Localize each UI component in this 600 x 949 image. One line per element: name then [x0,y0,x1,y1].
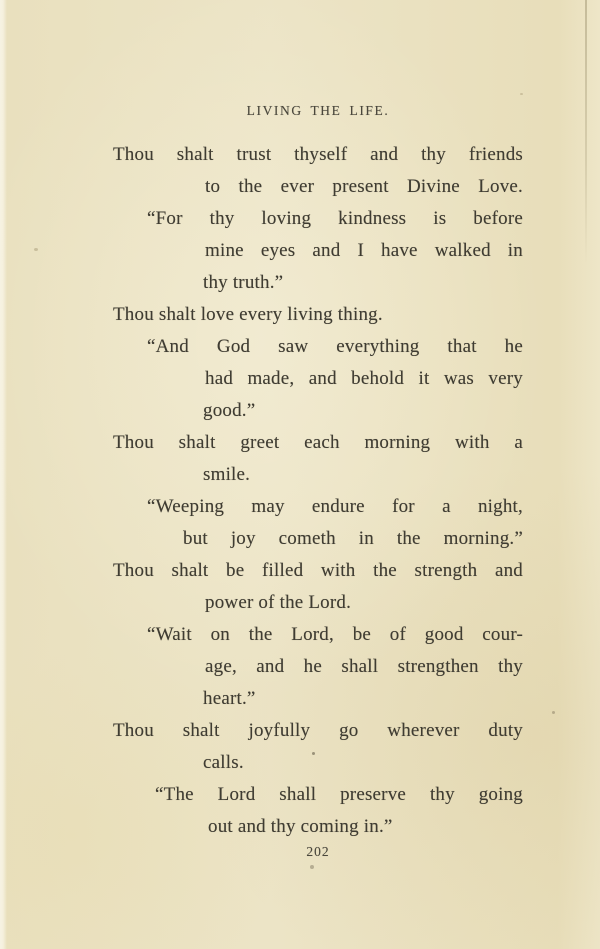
text-line: smile. [203,464,251,485]
page-number: 202 [306,844,330,859]
text-line: Thou shalt joyfully go wherever duty [113,720,523,741]
running-header: LIVING THE LIFE. [246,103,390,118]
text-line: “For thy loving kindness is before [147,208,523,229]
text-line: heart.” [203,688,256,709]
text-line: “The Lord shall preserve thy going [155,784,523,805]
page-right-edge-line [585,0,587,265]
text-line: Thou shalt trust thyself and thy friends [113,144,523,165]
text-line: had made, and behold it was very [205,368,523,389]
text-line: Thou shalt greet each morning with a [113,432,523,453]
text-line: mine eyes and I have walked in [205,240,523,261]
paper-speck [552,711,555,714]
text-line: “Weeping may endure for a night, [147,496,523,517]
text-line: power of the Lord. [205,592,352,613]
text-line: calls. [203,752,244,773]
text-line: but joy cometh in the morning.” [183,528,523,549]
text-line: Thou shalt love every living thing. [113,304,383,325]
text-line: “And God saw everything that he [147,336,523,357]
text-line: thy truth.” [203,272,284,293]
text-block [113,139,523,843]
page-left-edge [0,0,7,949]
paper-speck [310,865,314,869]
paper-speck [520,93,523,95]
paper-speck [34,248,38,251]
text-line: age, and he shall strengthen thy [205,656,523,677]
text-line: Thou shalt be filled with the strength and [113,560,523,581]
text-line: out and thy coming in.” [208,816,393,837]
text-line: to the ever present Divine Love. [205,176,523,197]
text-line: “Wait on the Lord, be of good cour- [147,624,523,645]
text-line: good.” [203,400,256,421]
